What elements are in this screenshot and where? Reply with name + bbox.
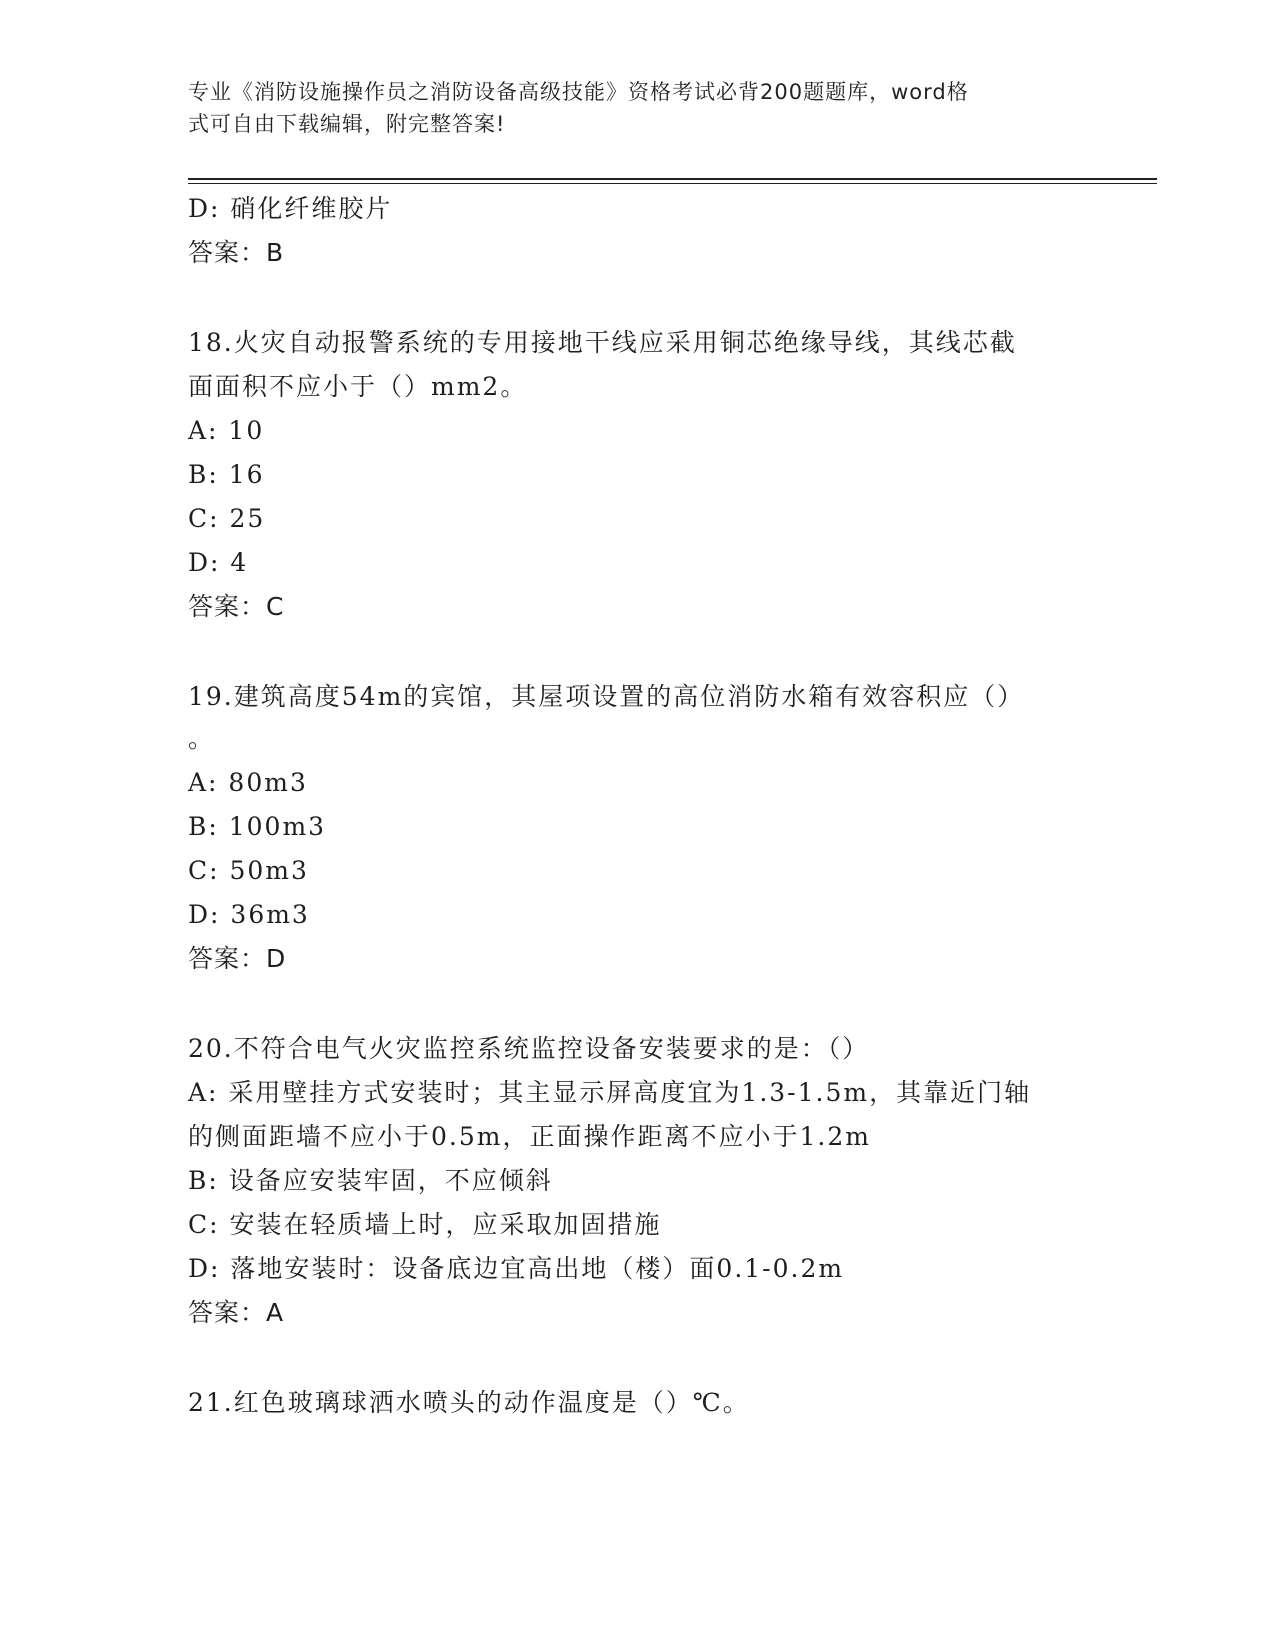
header-line-1: 专业《消防设施操作员之消防设备高级技能》资格考试必背200题题库，word格 [188,80,969,104]
q18-option-d: D: 4 [188,548,249,577]
q19-stem-line-2: 。 [188,724,216,753]
q19-option-d: D: 36m3 [188,900,310,929]
q18-option-c: C: 25 [188,504,266,533]
q19-option-b: B: 100m3 [188,812,327,841]
q19-answer: 答案：D [188,944,287,973]
prev-option-d: D: 硝化纤维胶片 [188,194,393,223]
q18-stem-line-1: 18.火灾自动报警系统的专用接地干线应采用铜芯绝缘导线，其线芯截 [188,328,1017,357]
prev-answer: 答案：B [188,238,285,267]
q18-option-b: B: 16 [188,460,265,489]
q20-option-d: D: 落地安装时：设备底边宜高出地（楼）面0.1-0.2m [188,1254,845,1283]
q19-stem-line-1: 19.建筑高度54m的宾馆，其屋项设置的高位消防水箱有效容积应（） [188,682,1025,711]
q19-option-a: A: 80m3 [188,768,308,797]
q18-option-a: A: 10 [188,416,265,445]
header-rule-thin [188,183,1157,184]
q18-stem-line-2: 面面积不应小于（）mm2。 [188,372,528,401]
q20-stem: 20.不符合电气火灾监控系统监控设备安装要求的是：（） [188,1034,870,1063]
page-header [188,76,1068,140]
q20-option-b: B: 设备应安装牢固，不应倾斜 [188,1166,553,1195]
q20-option-a-line-1: A: 采用壁挂方式安装时；其主显示屏高度宜为1.3-1.5m，其靠近门轴 [188,1078,1032,1107]
q21-stem: 21.红色玻璃球洒水喷头的动作温度是（）℃。 [188,1388,750,1417]
q18-answer: 答案：C [188,592,285,621]
q19-option-c: C: 50m3 [188,856,309,885]
q20-answer: 答案：A [188,1298,285,1327]
q20-option-a-line-2: 的侧面距墙不应小于0.5m，正面操作距离不应小于1.2m [188,1122,871,1151]
header-line-2: 式可自由下载编辑，附完整答案! [188,112,506,136]
q20-option-c: C: 安装在轻质墙上时，应采取加固措施 [188,1210,662,1239]
header-rule-thick [188,178,1157,180]
